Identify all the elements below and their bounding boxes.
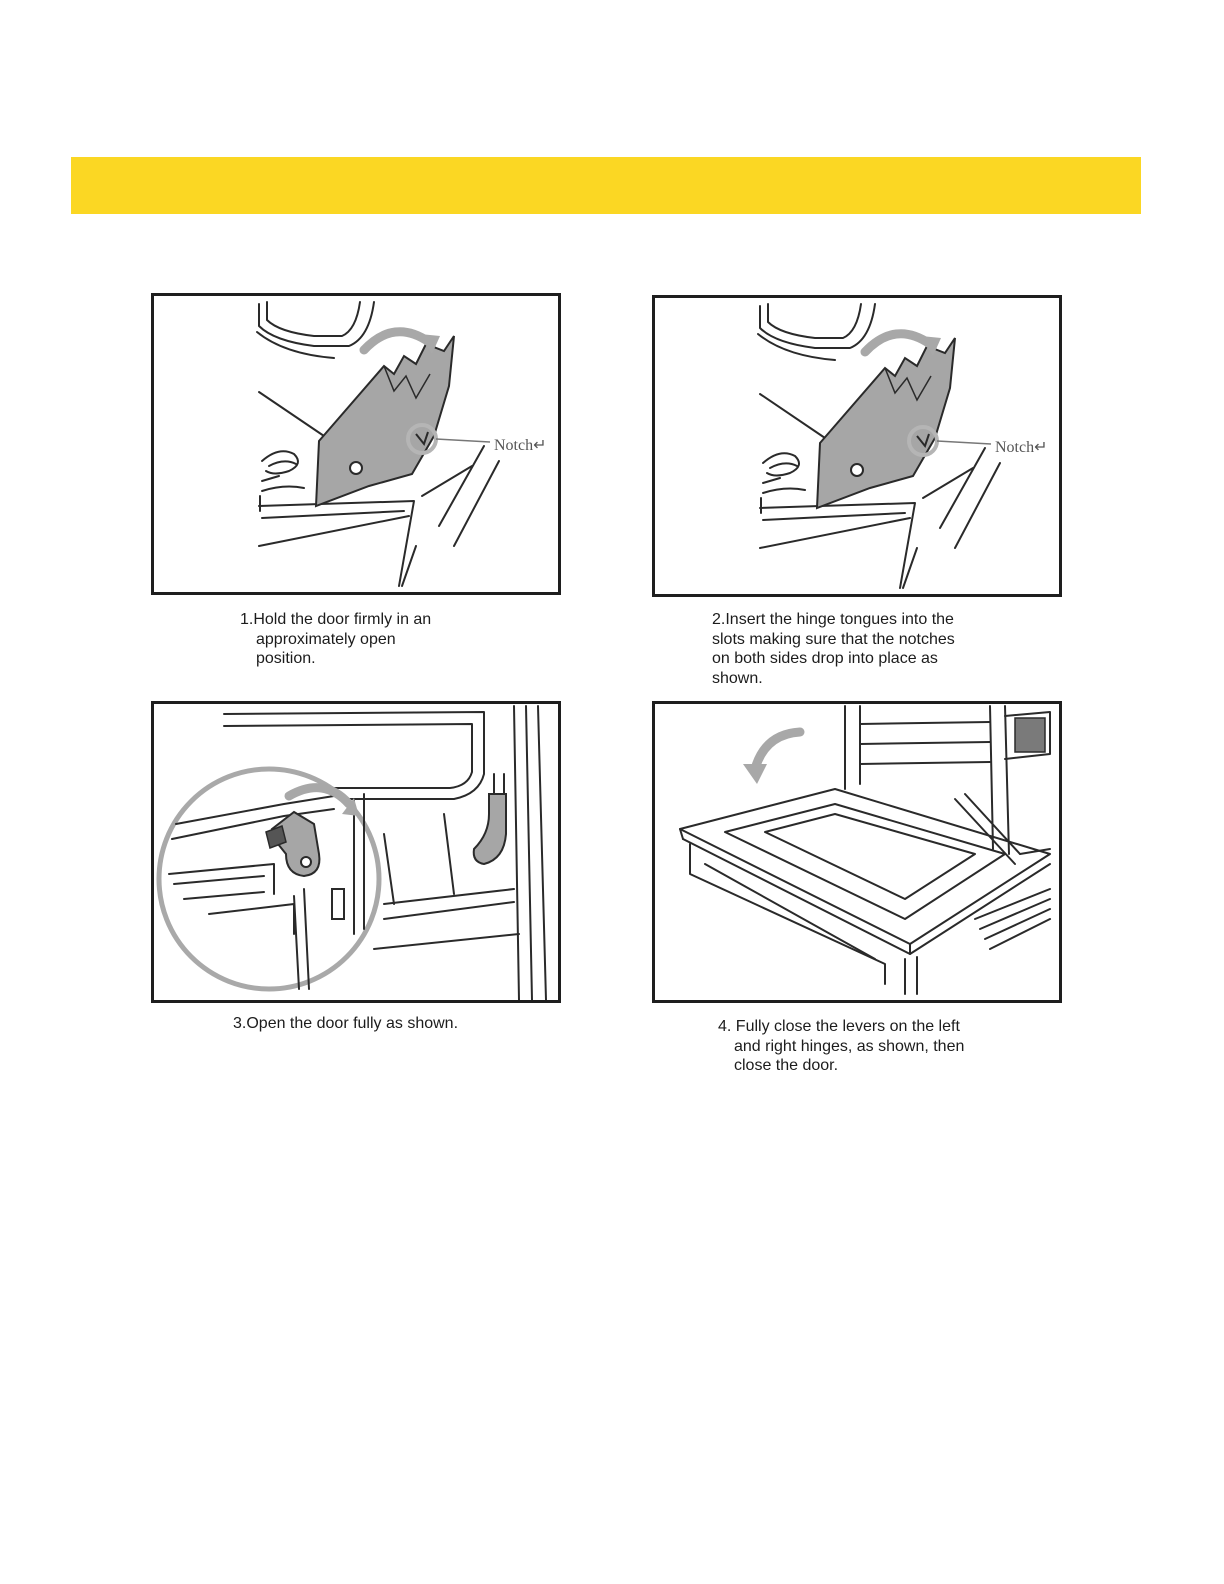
caption-line: and right hinges, as shown, then bbox=[734, 1037, 965, 1055]
caption-line: 1.Hold the door firmly in an bbox=[240, 611, 432, 628]
notch-callout-label: Notch↵ bbox=[494, 437, 547, 454]
figure-step-1 bbox=[151, 293, 561, 595]
oven-door-closing-illustration-icon bbox=[655, 704, 1059, 1000]
caption-line: 2.Insert the hinge tongues into the bbox=[712, 611, 954, 628]
caption-line: 4. Fully close the levers on the left bbox=[718, 1018, 960, 1035]
header-band bbox=[71, 157, 1141, 214]
figure-step-3 bbox=[151, 701, 561, 1003]
notch-callout-label: Notch↵ bbox=[995, 439, 1048, 456]
caption-line: position. bbox=[256, 650, 316, 667]
caption-step-4 bbox=[718, 1017, 964, 1076]
caption-line: approximately open bbox=[256, 630, 396, 648]
caption-line: slots making sure that the notches bbox=[712, 630, 955, 648]
caption-line: close the door. bbox=[734, 1057, 839, 1074]
figure-step-2 bbox=[652, 295, 1062, 597]
caption-line: on both sides drop into place as bbox=[712, 650, 938, 667]
caption-line: shown. bbox=[712, 669, 763, 687]
door-hinge-notch-illustration-icon bbox=[655, 298, 1059, 594]
caption-step-3 bbox=[233, 1014, 458, 1034]
hinge-lever-closeup-illustration-icon bbox=[154, 704, 558, 1000]
door-hinge-notch-illustration-icon bbox=[154, 296, 558, 592]
figure-step-4 bbox=[652, 701, 1062, 1003]
caption-step-1 bbox=[240, 610, 431, 669]
caption-line: 3.Open the door fully as shown. bbox=[233, 1015, 459, 1032]
caption-step-2 bbox=[712, 610, 955, 688]
